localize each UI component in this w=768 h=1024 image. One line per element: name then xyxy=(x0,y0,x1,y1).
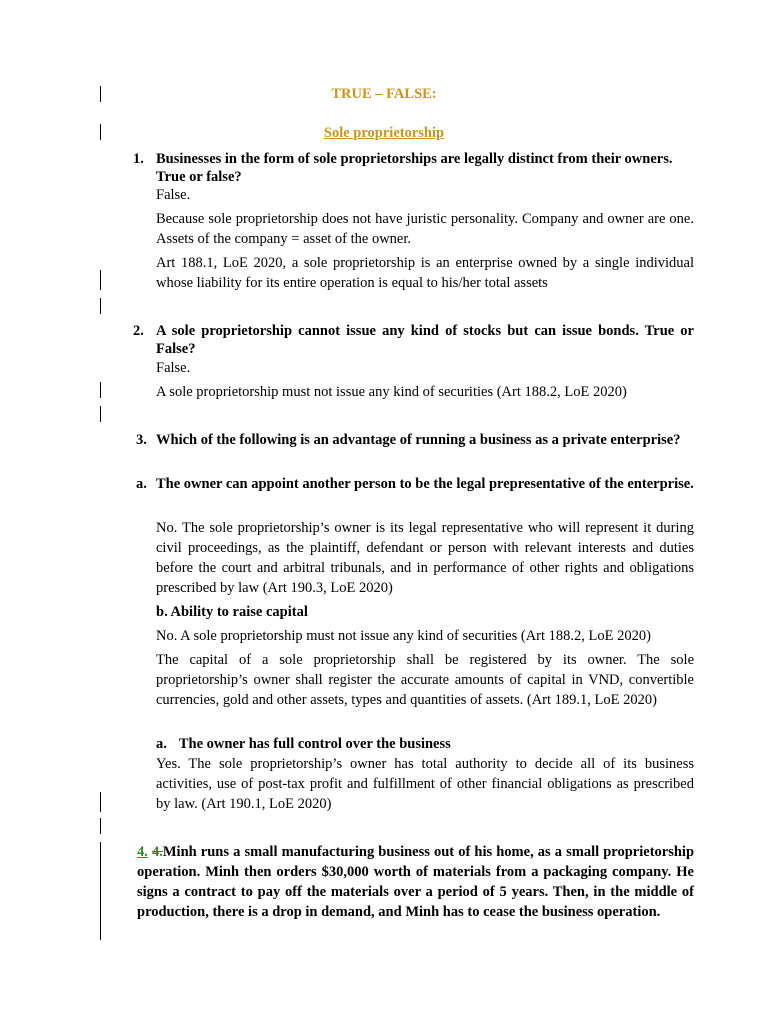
question-text: A sole proprietorship cannot issue any kind of stocks but can issue bonds. True or False? xyxy=(156,323,694,357)
section-subtitle: Sole proprietorship xyxy=(323,125,445,141)
question-text xyxy=(137,842,694,922)
answer-text: False. xyxy=(156,187,191,203)
question-number: 3. xyxy=(136,432,147,448)
option-answer: Yes. The sole proprietorship’s owner has total authority to decide all of its business activities, use of post-tax profit and fulfillment of other financial obligations as prescribed by law. (Art 190.1, LoE 2020) xyxy=(156,756,694,812)
change-bar xyxy=(100,298,101,314)
option-answer: No. A sole proprietorship must not issue any kind of securities (Art 188.2, LoE 2020) xyxy=(156,628,651,644)
change-bar xyxy=(100,792,101,812)
inserted-number: 4. xyxy=(137,844,148,860)
option-text xyxy=(156,734,694,754)
page-title: TRUE – FALSE: xyxy=(331,86,437,102)
change-bar xyxy=(100,842,101,940)
question-body: Minh runs a small manufacturing business out of his home, as a small proprietorship operation. Minh then orders $30,000 worth of materials from a packaging company. He signs a contract to pay off the materials over a period of 5 years. Then, in the middle of production, there is a drop in demand, and Minh has to cease the business operation. xyxy=(137,844,695,920)
question-text: Businesses in the form of sole proprietorships are legally distinct from their owners. True or false? xyxy=(156,151,673,185)
explanation-paragraph: Because sole proprietorship does not have juristic personality. Company and owner are one. Assets of the company = asset of the owner. xyxy=(156,211,694,247)
option-label: a. xyxy=(136,476,147,492)
option-answer: The capital of a sole proprietorship shall be registered by its owner. The sole proprietorship’s owner shall register the accurate amounts of capital in VND, convertible currencies, gold and other assets, types and quantities of assets. (Art 189.1, LoE 2020) xyxy=(156,652,694,708)
change-bar xyxy=(100,818,101,834)
option-label-text: The owner has full control over the business xyxy=(178,736,451,752)
explanation-paragraph: Art 188.1, LoE 2020, a sole proprietorship is an enterprise owned by a single individual whose liability for its entire operation is equal to his/her total assets xyxy=(156,255,694,291)
question-text: Which of the following is an advantage of running a business as a private enterprise? xyxy=(156,432,681,448)
change-bar xyxy=(100,270,101,290)
option-label: a. xyxy=(156,736,167,752)
change-bar xyxy=(100,382,101,398)
deleted-number: 4. xyxy=(151,844,163,860)
question-number: 2. xyxy=(133,323,144,339)
question-number: 1. xyxy=(133,151,144,167)
option-text: b. Ability to raise capital xyxy=(156,604,308,620)
explanation-paragraph: A sole proprietorship must not issue any kind of securities (Art 188.2, LoE 2020) xyxy=(156,384,627,400)
answer-text: False. xyxy=(156,360,191,376)
option-text: The owner can appoint another person to be the legal prepresentative of the enterprise. xyxy=(156,476,694,492)
change-bar xyxy=(100,406,101,422)
option-answer: No. The sole proprietorship’s owner is its legal representative who will represent it during civil proceedings, as the plaintiff, defendant or person with relevant interests and duties before the court and arbitral tribunals, and in performance of other rights and obligations prescribed by law (Art 190.3, LoE 2020) xyxy=(156,520,694,596)
